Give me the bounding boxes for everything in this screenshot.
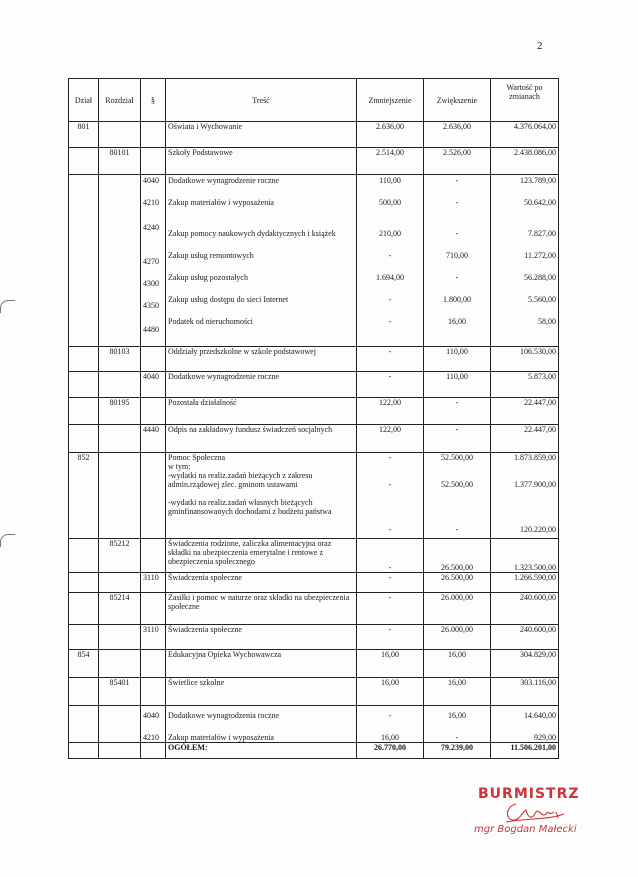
zmn-cell bbox=[357, 175, 424, 347]
paragraf-code: 4240 bbox=[143, 223, 159, 232]
item-zmn: 110,00 bbox=[379, 176, 401, 185]
col-header-zmniejszenie: Zmniejszenie bbox=[357, 79, 424, 122]
item-label: Zakup usług dostępu do sieci Internet bbox=[168, 295, 289, 304]
punch-hole-mark bbox=[0, 534, 15, 547]
item-label: Zakup pomocy naukowych dydaktycznych i książek bbox=[168, 229, 336, 238]
item-label: Pomoc Społeczna bbox=[168, 453, 226, 462]
item-wart: 1.873.859,00 bbox=[514, 453, 556, 462]
paragraf-code: 4480 bbox=[143, 325, 159, 334]
zwi-cell: 26.500,00 bbox=[424, 573, 491, 593]
table-row bbox=[69, 453, 559, 539]
rozdzial-cell: 80101 bbox=[99, 148, 141, 175]
table-row bbox=[69, 372, 559, 398]
table-row bbox=[69, 148, 559, 175]
zmn-cell: 2.514,00 bbox=[357, 148, 424, 175]
table-row bbox=[69, 650, 559, 678]
tresc-cell: Świetlice szkolne bbox=[166, 678, 357, 706]
table-row bbox=[69, 425, 559, 453]
zmn-cell bbox=[357, 706, 424, 743]
table-row-group bbox=[69, 175, 559, 347]
zwi-cell: - bbox=[424, 398, 491, 425]
wart-cell bbox=[491, 453, 559, 539]
item-label: Dodatkowe wynagrodzenia roczne bbox=[168, 711, 280, 720]
item-zmn: - bbox=[388, 480, 392, 489]
item-zmn: - bbox=[388, 525, 392, 534]
item-zwi: - bbox=[455, 273, 459, 282]
item-wart: 929,00 bbox=[534, 733, 556, 742]
item-zwi: - bbox=[455, 525, 459, 534]
wart-cell: 240.600,00 bbox=[491, 625, 559, 650]
item-zwi: 52.500,00 bbox=[441, 480, 473, 489]
zwi-cell: 110,00 bbox=[424, 347, 491, 372]
total-label: OGÓŁEM: bbox=[166, 743, 357, 759]
rozdzial-cell: 80103 bbox=[99, 347, 141, 372]
item-zwi: 16,00 bbox=[448, 711, 466, 720]
col-header-tresc: Treść bbox=[166, 79, 357, 122]
item-zwi: - bbox=[455, 176, 459, 185]
zmn-cell: - bbox=[357, 573, 424, 593]
item-label: -wydatki na realiz.zadań bieżących z zakresu admin.rządowej zlec. gminom ustawami bbox=[168, 471, 313, 489]
item-wart: 11.272,00 bbox=[524, 251, 556, 260]
item-label: Podatek od nieruchomości bbox=[168, 317, 253, 326]
paragraf-cell: 3110 bbox=[141, 573, 166, 593]
item-zwi: - bbox=[455, 198, 459, 207]
item-label: Zakup usług pozostałych bbox=[168, 273, 248, 282]
item-zmn: 1.694,00 bbox=[376, 273, 404, 282]
paragraf-code: 4350 bbox=[143, 301, 159, 310]
wart-cell bbox=[491, 706, 559, 743]
wart-cell: 4.376.064,00 bbox=[491, 122, 559, 148]
wart-cell: 1.266.590,00 bbox=[491, 573, 559, 593]
rozdzial-cell: 85401 bbox=[99, 678, 141, 706]
col-header-wartosc: Wartość po zmianach bbox=[491, 79, 559, 122]
zwi-cell bbox=[424, 706, 491, 743]
item-zwi: 1.800,00 bbox=[443, 295, 471, 304]
item-zwi: 52.500,00 bbox=[441, 453, 473, 462]
dzial-cell: 854 bbox=[69, 650, 99, 678]
signature-name: mgr Bogdan Małecki bbox=[474, 824, 577, 835]
header-row bbox=[69, 79, 559, 122]
item-wart: 120.220,00 bbox=[520, 525, 556, 534]
punch-hole-mark bbox=[0, 300, 15, 313]
zmn-cell: - bbox=[357, 625, 424, 650]
item-zmn: - bbox=[388, 453, 392, 462]
zwi-cell: 16,00 bbox=[424, 678, 491, 706]
zwi-cell: 110,00 bbox=[424, 372, 491, 398]
zwi-cell: 26.000,00 bbox=[424, 625, 491, 650]
zwi-cell: 26.500,00 bbox=[424, 539, 491, 573]
zwi-cell bbox=[424, 453, 491, 539]
zmn-cell: 16,00 bbox=[357, 678, 424, 706]
paragraf-cell bbox=[141, 706, 166, 743]
item-wart: 14.640,00 bbox=[524, 711, 556, 720]
item-zwi: 16,00 bbox=[448, 317, 466, 326]
wart-cell: 22.447,00 bbox=[491, 398, 559, 425]
dzial-cell: 852 bbox=[69, 453, 99, 539]
item-wart: 50.642,00 bbox=[524, 198, 556, 207]
paragraf-code: 4210 bbox=[143, 198, 159, 207]
item-label: Dodatkowe wynagrodzenie roczne bbox=[168, 176, 280, 185]
item-zmn: - bbox=[388, 295, 392, 304]
item-zmn: 210,00 bbox=[379, 229, 401, 238]
table-row bbox=[69, 398, 559, 425]
item-zmn: - bbox=[388, 251, 392, 260]
wart-cell: 240.600,00 bbox=[491, 593, 559, 625]
zmn-cell: - bbox=[357, 372, 424, 398]
wart-cell bbox=[491, 175, 559, 347]
total-row bbox=[69, 743, 559, 759]
zmn-cell: - bbox=[357, 347, 424, 372]
item-wart: 1.377.900,00 bbox=[514, 480, 556, 489]
tresc-cell: Odpis na zakładowy fundusz świadczeń socjalnych bbox=[166, 425, 357, 453]
tresc-cell: Oddziały przedszkolne w szkole podstawowej bbox=[166, 347, 357, 372]
zwi-cell: 16,00 bbox=[424, 650, 491, 678]
paragraf-code: 4300 bbox=[143, 279, 159, 288]
zmn-cell: - bbox=[357, 593, 424, 625]
item-label: w tym: bbox=[168, 462, 191, 471]
item-label: -wydatki na realiz.zadań własnych bieżących gminfinansowanych dochodami z budżetu państwa bbox=[168, 498, 332, 516]
signature-title: BURMISTRZ bbox=[478, 786, 580, 802]
zwi-cell: 2.526,00 bbox=[424, 148, 491, 175]
tresc-cell: Świadczenia społeczne bbox=[166, 625, 357, 650]
total-zmn: 26.770,00 bbox=[357, 743, 424, 759]
item-wart: 56.288,00 bbox=[524, 273, 556, 282]
tresc-cell: Szkoły Podstawowe bbox=[166, 148, 357, 175]
col-header-zwiekszenie: Zwiększenie bbox=[424, 79, 491, 122]
col-header-rozdzial: Rozdział bbox=[99, 79, 141, 122]
wart-cell: 304.829,00 bbox=[491, 650, 559, 678]
tresc-cell bbox=[166, 453, 357, 539]
budget-change-table bbox=[68, 78, 559, 759]
zwi-cell bbox=[424, 175, 491, 347]
item-wart: 123.789,00 bbox=[520, 176, 556, 185]
item-label: Zakup usług remontowych bbox=[168, 251, 254, 260]
paragraf-code: 4040 bbox=[143, 176, 159, 185]
item-zmn: 500,00 bbox=[379, 198, 401, 207]
total-zwi: 79.239,00 bbox=[424, 743, 491, 759]
tresc-cell bbox=[166, 706, 357, 743]
item-zmn: - bbox=[388, 317, 392, 326]
zwi-cell: 2.636,00 bbox=[424, 122, 491, 148]
zmn-cell: 2.636,00 bbox=[357, 122, 424, 148]
zmn-cell: 122,00 bbox=[357, 425, 424, 453]
paragraf-cell bbox=[141, 175, 166, 347]
tresc-cell: Świadczenia rodzinne, zaliczka alimentacyjna oraz składki na ubezpieczenia emerytalne i rentowe z ubezpieczenia społecznego bbox=[166, 539, 357, 573]
paragraf-code: 4270 bbox=[143, 257, 159, 266]
table-row bbox=[69, 678, 559, 706]
paragraf-cell: 4440 bbox=[141, 425, 166, 453]
item-wart: 5.560,00 bbox=[528, 295, 556, 304]
item-zwi: - bbox=[455, 733, 459, 742]
table-row bbox=[69, 122, 559, 148]
zmn-cell: 16,00 bbox=[357, 650, 424, 678]
handwritten-signature bbox=[498, 800, 568, 826]
table-row bbox=[69, 573, 559, 593]
tresc-cell bbox=[166, 175, 357, 347]
total-wart: 11.506.201,00 bbox=[491, 743, 559, 759]
paragraf-cell: 3110 bbox=[141, 625, 166, 650]
zmn-cell: - bbox=[357, 539, 424, 573]
table-row-group bbox=[69, 706, 559, 743]
item-wart: 7.827,00 bbox=[528, 229, 556, 238]
rozdzial-cell: 85214 bbox=[99, 593, 141, 625]
zmn-cell: 122,00 bbox=[357, 398, 424, 425]
zmn-cell bbox=[357, 453, 424, 539]
item-zwi: 710,00 bbox=[446, 251, 468, 260]
paragraf-code: 4210 bbox=[143, 733, 159, 742]
wart-cell: 5.873,00 bbox=[491, 372, 559, 398]
wart-cell: 303.116,00 bbox=[491, 678, 559, 706]
item-zmn: - bbox=[388, 711, 392, 720]
col-header-dzial: Dział bbox=[69, 79, 99, 122]
wart-cell: 106.530,00 bbox=[491, 347, 559, 372]
zwi-cell: 26.000,00 bbox=[424, 593, 491, 625]
tresc-cell: Dodatkowe wynagrodzenie roczne bbox=[166, 372, 357, 398]
table-row bbox=[69, 625, 559, 650]
wart-cell: 2.438.086,00 bbox=[491, 148, 559, 175]
item-wart: 58,00 bbox=[538, 317, 556, 326]
item-zmn: 16,00 bbox=[381, 733, 399, 742]
item-label: Zakup materiałów i wyposażenia bbox=[168, 198, 274, 207]
wart-cell: 1.323.500,00 bbox=[491, 539, 559, 573]
item-label: Zakup materiałów i wyposażenia bbox=[168, 733, 274, 742]
tresc-cell: Świadczenia społeczne bbox=[166, 573, 357, 593]
rozdzial-cell: 85212 bbox=[99, 539, 141, 573]
table-row bbox=[69, 539, 559, 573]
mayor-signature-stamp bbox=[474, 786, 580, 835]
paragraf-cell: 4040 bbox=[141, 372, 166, 398]
dzial-cell: 801 bbox=[69, 122, 99, 148]
page-number: 2 bbox=[537, 40, 543, 52]
tresc-cell: Zasiłki i pomoc w naturze oraz składki na ubezpieczenia społeczne bbox=[166, 593, 357, 625]
item-zwi: - bbox=[455, 229, 459, 238]
tresc-cell: Oświata i Wychowanie bbox=[166, 122, 357, 148]
col-header-paragraf: § bbox=[141, 79, 166, 122]
tresc-cell: Edukacyjna Opieka Wychowawcza bbox=[166, 650, 357, 678]
zwi-cell: - bbox=[424, 425, 491, 453]
table-row bbox=[69, 347, 559, 372]
rozdzial-cell: 80195 bbox=[99, 398, 141, 425]
table-row bbox=[69, 593, 559, 625]
wart-cell: 22.447,00 bbox=[491, 425, 559, 453]
tresc-cell: Pozostała działalność bbox=[166, 398, 357, 425]
paragraf-code: 4040 bbox=[143, 711, 159, 720]
